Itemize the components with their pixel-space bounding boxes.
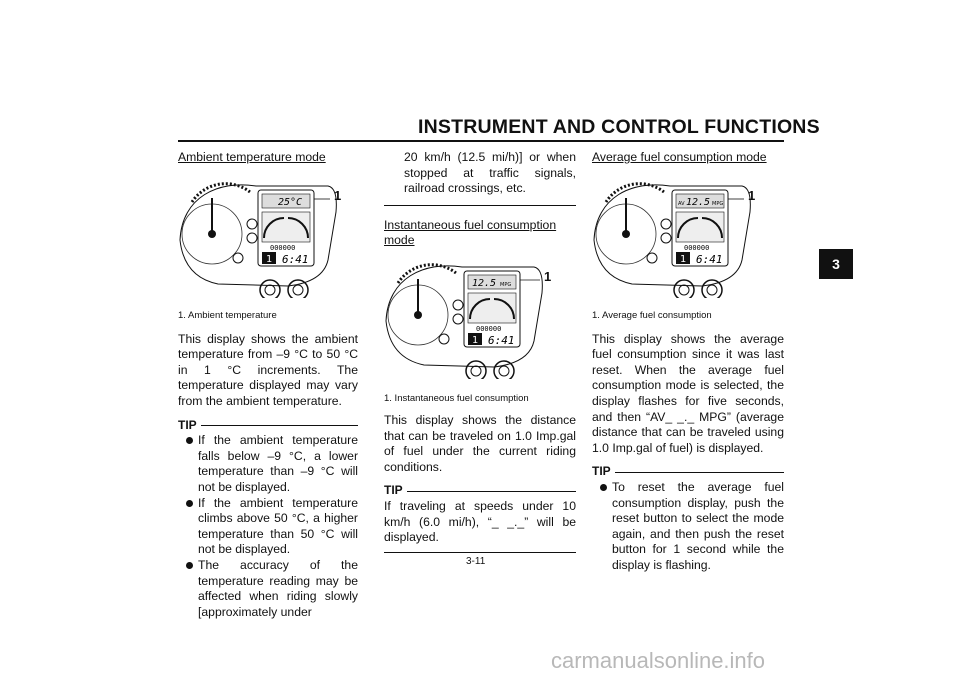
- dashboard-illustration: [592, 172, 752, 298]
- lcd-clock: 6:41: [282, 252, 309, 266]
- column-ambient-temperature: [178, 150, 358, 620]
- lcd-gear: 1: [680, 253, 687, 265]
- lcd-odometer: 000000: [476, 324, 502, 333]
- callout-number: 1: [544, 268, 552, 284]
- footer-watermark: carmanualsonline.info: [551, 648, 766, 673]
- page-number: 3-11: [466, 556, 486, 567]
- tip-bullet: [178, 433, 358, 495]
- figure-caption: 1. Average fuel consumption: [592, 309, 712, 321]
- body-paragraph: This display shows the distance that can be traveled on 1.0 Imp.gal of fuel under the current riding conditions.: [384, 412, 576, 474]
- callout-number: 1: [334, 187, 342, 203]
- bullet-text: The accuracy of the temperature reading may be affected when riding slowly [approximately under: [198, 557, 358, 619]
- page-header-title: INSTRUMENT AND CONTROL FUNCTIONS: [418, 116, 820, 138]
- lcd-unit: MPG: [712, 200, 724, 207]
- lcd-odometer: 000000: [270, 243, 296, 252]
- dashboard-figure: [384, 253, 552, 379]
- dashboard-illustration: [178, 172, 338, 298]
- figure-caption: 1. Instantaneous fuel consumption: [384, 392, 529, 404]
- lcd-gear: 1: [472, 334, 479, 346]
- bullet-text: If the ambient temperature climbs above 50 °C, a higher temperature than 50 °C will not be displayed.: [198, 495, 358, 557]
- lcd-clock: 6:41: [488, 333, 515, 347]
- section-title: Ambient temperature mode: [178, 150, 326, 164]
- bullet-dot: [186, 562, 193, 569]
- bullet-dot: [186, 437, 193, 444]
- tip-heading: [384, 483, 576, 499]
- section-title: Instantaneous fuel consumption mode: [384, 217, 557, 248]
- lcd-top-readout: 12.5: [472, 277, 497, 289]
- tip-label: TIP: [592, 464, 611, 479]
- tip-text: If traveling at speeds under 10 km/h (6.0 mi/h), “_ _._” will be displayed.: [384, 498, 576, 545]
- tip-heading: [178, 418, 358, 434]
- tip-end-rule: [384, 205, 576, 206]
- section-title: Average fuel consumption mode: [592, 150, 767, 164]
- figure-caption: 1. Ambient temperature: [178, 309, 277, 321]
- tip-bullet: [178, 558, 358, 620]
- tip-heading: [592, 464, 784, 480]
- bullet-dot: [186, 500, 193, 507]
- body-paragraph: This display shows the average fuel consumption since it was last reset. When the average fuel consumption mode is selected, the display flashes for five seconds, and then “AV_ _._ MPG” (average distance that can be traveled using 1.0 Imp.gal of fuel) is displayed.: [592, 331, 784, 455]
- lcd-odometer: 000000: [684, 243, 710, 252]
- body-paragraph: This display shows the ambient temperature from –9 °C to 50 °C in 1 °C increments. The temperature displayed may vary from the ambient temperature.: [178, 331, 358, 408]
- tip-end-rule: [384, 552, 576, 553]
- lcd-gear: 1: [266, 253, 273, 265]
- lcd-clock: 6:41: [696, 252, 723, 266]
- chapter-tab: 3: [819, 249, 853, 279]
- lcd-unit: MPG: [500, 281, 512, 288]
- tip-bullet: [592, 480, 784, 574]
- bullet-text: If the ambient temperature falls below –9 °C, a lower temperature than –9 °C will not be displayed.: [198, 433, 358, 494]
- tip-label: TIP: [384, 483, 403, 498]
- tip-label: TIP: [178, 417, 197, 432]
- lcd-top-readout: 12.5: [686, 196, 711, 208]
- lcd-prefix: AV: [678, 200, 685, 207]
- dashboard-figure: [178, 172, 342, 298]
- header-rule: [178, 140, 784, 142]
- dashboard-illustration: [384, 253, 544, 379]
- tip-rule: [407, 491, 576, 492]
- bullet-text: To reset the average fuel consumption display, push the reset button to select the mode again, and then push the reset button for 1 second while the display is flashing.: [612, 479, 784, 572]
- tip-rule: [201, 425, 358, 426]
- dashboard-figure: [592, 172, 756, 298]
- lcd-top-readout: 25°C: [278, 196, 303, 208]
- callout-number: 1: [748, 187, 756, 203]
- tip-bullet: [178, 496, 358, 558]
- continued-bullet-text: 20 km/h (12.5 mi/h)] or when stopped at traffic signals, railroad crossings, etc.: [404, 150, 576, 196]
- bullet-dot: [600, 484, 607, 491]
- column-average-fuel: [592, 150, 784, 574]
- tip-rule: [615, 472, 784, 473]
- column-instantaneous-fuel: [384, 150, 576, 553]
